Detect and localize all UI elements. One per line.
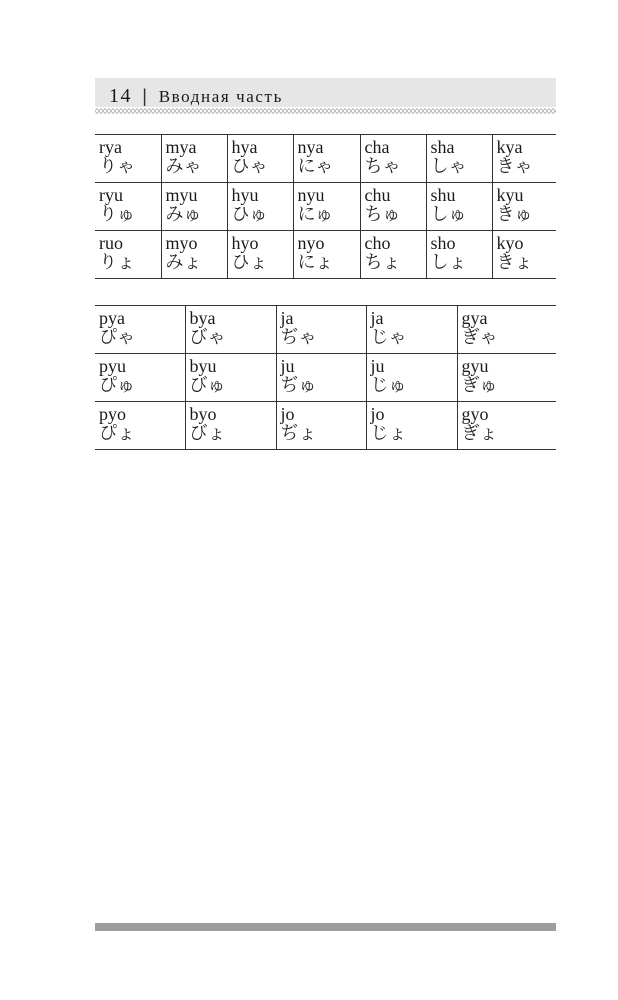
kana-cell	[366, 306, 457, 354]
kana-cell	[457, 354, 556, 402]
hiragana-label: ぎゅ	[461, 375, 498, 396]
romaji-label: chu	[364, 185, 391, 205]
kana-cell	[95, 306, 185, 354]
hiragana-label: りゅ	[99, 204, 135, 225]
table-row	[95, 306, 556, 354]
hiragana-label: ちゃ	[364, 156, 401, 177]
kana-cell	[185, 306, 276, 354]
hiragana-label: ちょ	[364, 252, 401, 273]
kana-cell	[276, 402, 366, 450]
yoon-table-1	[95, 134, 556, 279]
kana-cell	[426, 231, 492, 279]
hiragana-label: にょ	[297, 252, 334, 273]
kana-cell	[360, 183, 426, 231]
hiragana-label: きゅ	[496, 204, 533, 225]
kana-cell	[492, 135, 556, 183]
hiragana-label: ぎゃ	[461, 327, 498, 348]
romaji-label: cho	[364, 233, 391, 253]
hiragana-label: きゃ	[496, 156, 533, 177]
kana-cell	[227, 183, 293, 231]
kana-cell	[95, 231, 161, 279]
kana-cell	[360, 135, 426, 183]
hiragana-label: ひゃ	[231, 156, 268, 177]
romaji-label: nyo	[297, 233, 325, 253]
romaji-label: sha	[430, 137, 455, 157]
romaji-label: kyo	[496, 233, 524, 253]
kana-cell	[360, 231, 426, 279]
kana-cell	[185, 354, 276, 402]
kana-cell	[492, 183, 556, 231]
hiragana-label: にゅ	[297, 204, 334, 225]
kana-cell	[161, 231, 227, 279]
header-decorative-border	[95, 107, 556, 115]
hiragana-label: りゃ	[99, 156, 135, 177]
kana-cell	[276, 354, 366, 402]
romaji-label: rya	[99, 137, 122, 157]
page-header	[95, 78, 556, 111]
hiragana-label: びゃ	[189, 327, 226, 348]
hiragana-label: じゅ	[370, 375, 407, 396]
hiragana-label: りょ	[99, 252, 135, 273]
romaji-label: kya	[496, 137, 523, 157]
romaji-label: ju	[370, 356, 385, 376]
romaji-label: ja	[280, 308, 294, 328]
kana-cell	[95, 402, 185, 450]
table-row	[95, 135, 556, 183]
kana-cell	[95, 183, 161, 231]
romaji-label: myu	[165, 185, 198, 205]
hiragana-label: ぴゅ	[99, 375, 135, 396]
kana-cell	[293, 231, 360, 279]
hiragana-label: ちゅ	[364, 204, 401, 225]
romaji-label: sho	[430, 233, 456, 253]
kana-cell	[276, 306, 366, 354]
romaji-label: gyo	[461, 404, 489, 424]
hiragana-label: びょ	[189, 423, 226, 444]
romaji-label: hyo	[231, 233, 259, 253]
hiragana-label: しょ	[430, 252, 467, 273]
hiragana-label: きょ	[496, 252, 533, 273]
kana-cell	[227, 231, 293, 279]
romaji-label: jo	[370, 404, 385, 424]
kana-cell	[161, 135, 227, 183]
kana-cell	[161, 183, 227, 231]
kana-cell	[293, 183, 360, 231]
romaji-label: ju	[280, 356, 295, 376]
hiragana-label: ぢゃ	[280, 327, 317, 348]
header-text	[109, 85, 283, 108]
kana-cell	[492, 231, 556, 279]
kana-cell	[366, 354, 457, 402]
hiragana-label: ぴょ	[99, 423, 135, 444]
hiragana-label: びゅ	[189, 375, 226, 396]
romaji-label: kyu	[496, 185, 524, 205]
hiragana-label: みょ	[165, 252, 202, 273]
hiragana-label: みゅ	[165, 204, 202, 225]
romaji-label: pyo	[99, 404, 126, 424]
header-separator: |	[142, 86, 149, 106]
romaji-label: gya	[461, 308, 488, 328]
romaji-label: myo	[165, 233, 198, 253]
romaji-label: nya	[297, 137, 324, 157]
kana-cell	[185, 402, 276, 450]
hiragana-label: ぢゅ	[280, 375, 317, 396]
hiragana-label: しゃ	[430, 156, 467, 177]
kana-cell	[426, 135, 492, 183]
kana-cell	[366, 402, 457, 450]
hiragana-label: ひゅ	[231, 204, 268, 225]
romaji-label: mya	[165, 137, 197, 157]
yoon-table-2	[95, 305, 556, 450]
romaji-label: pya	[99, 308, 125, 328]
hiragana-label: にゃ	[297, 156, 334, 177]
hiragana-label: ぴゃ	[99, 327, 135, 348]
kana-cell	[457, 402, 556, 450]
table-row	[95, 402, 556, 450]
kana-cell	[457, 306, 556, 354]
romaji-label: ja	[370, 308, 384, 328]
romaji-label: nyu	[297, 185, 325, 205]
romaji-label: ruo	[99, 233, 123, 253]
hiragana-label: しゅ	[430, 204, 467, 225]
romaji-label: jo	[280, 404, 295, 424]
hiragana-label: じゃ	[370, 327, 407, 348]
table-row	[95, 354, 556, 402]
table-row	[95, 231, 556, 279]
kana-cell	[95, 354, 185, 402]
romaji-label: bya	[189, 308, 216, 328]
hiragana-label: ぢょ	[280, 423, 317, 444]
romaji-label: hya	[231, 137, 258, 157]
romaji-label: pyu	[99, 356, 126, 376]
kana-cell	[95, 135, 161, 183]
page-number: 14	[109, 85, 132, 107]
kana-cell	[227, 135, 293, 183]
romaji-label: byo	[189, 404, 217, 424]
chapter-title: Вводная часть	[158, 87, 283, 106]
romaji-label: hyu	[231, 185, 259, 205]
footer-bar	[95, 923, 556, 931]
romaji-label: ryu	[99, 185, 123, 205]
kana-cell	[293, 135, 360, 183]
romaji-label: byu	[189, 356, 217, 376]
hiragana-label: ぎょ	[461, 423, 498, 444]
table-row	[95, 183, 556, 231]
romaji-label: shu	[430, 185, 456, 205]
hiragana-label: みゃ	[165, 156, 202, 177]
hiragana-label: ひょ	[231, 252, 268, 273]
kana-cell	[426, 183, 492, 231]
romaji-label: cha	[364, 137, 390, 157]
romaji-label: gyu	[461, 356, 489, 376]
hiragana-label: じょ	[370, 423, 407, 444]
